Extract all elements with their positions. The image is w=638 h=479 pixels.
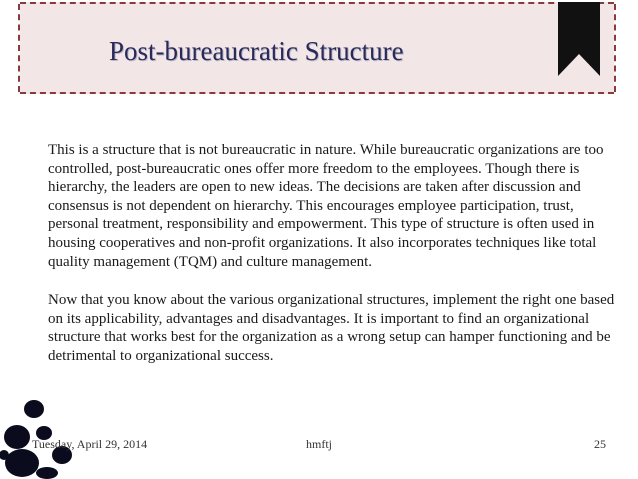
- slide-body: [48, 141, 618, 386]
- ink-blot-decoration: [0, 385, 90, 479]
- footer-date: Tuesday, April 29, 2014: [32, 437, 148, 451]
- bookmark-icon: [558, 2, 600, 76]
- paragraph-1: This is a structure that is not bureaucratic in nature. While bureaucratic organizations are too controlled, post-bureaucratic ones offer more freedom to the employees. Though there is hierarchy, the leaders are open to new ideas. The decisions are taken after discussion and consensus is not dependent on hierarchy. This encourages employee participation, trust, personal treatment, responsibility and empowerment. This type of structure is often used in housing cooperatives and non-profit organizations. It also incorporates techniques like total quality management (TQM) and culture management.: [48, 142, 604, 270]
- paragraph-2: Now that you know about the various organizational structures, implement the right one based on its applicability, advantages and disadvantages. It is important to find an organizational structure that works best for the organization as a wrong setup can hamper functioning and be detrimental to organizational success.: [48, 292, 615, 364]
- footer-center-text: hmftj: [306, 437, 332, 451]
- page-number: 25: [594, 437, 606, 451]
- slide-title: Post-bureaucratic Structure: [109, 36, 404, 66]
